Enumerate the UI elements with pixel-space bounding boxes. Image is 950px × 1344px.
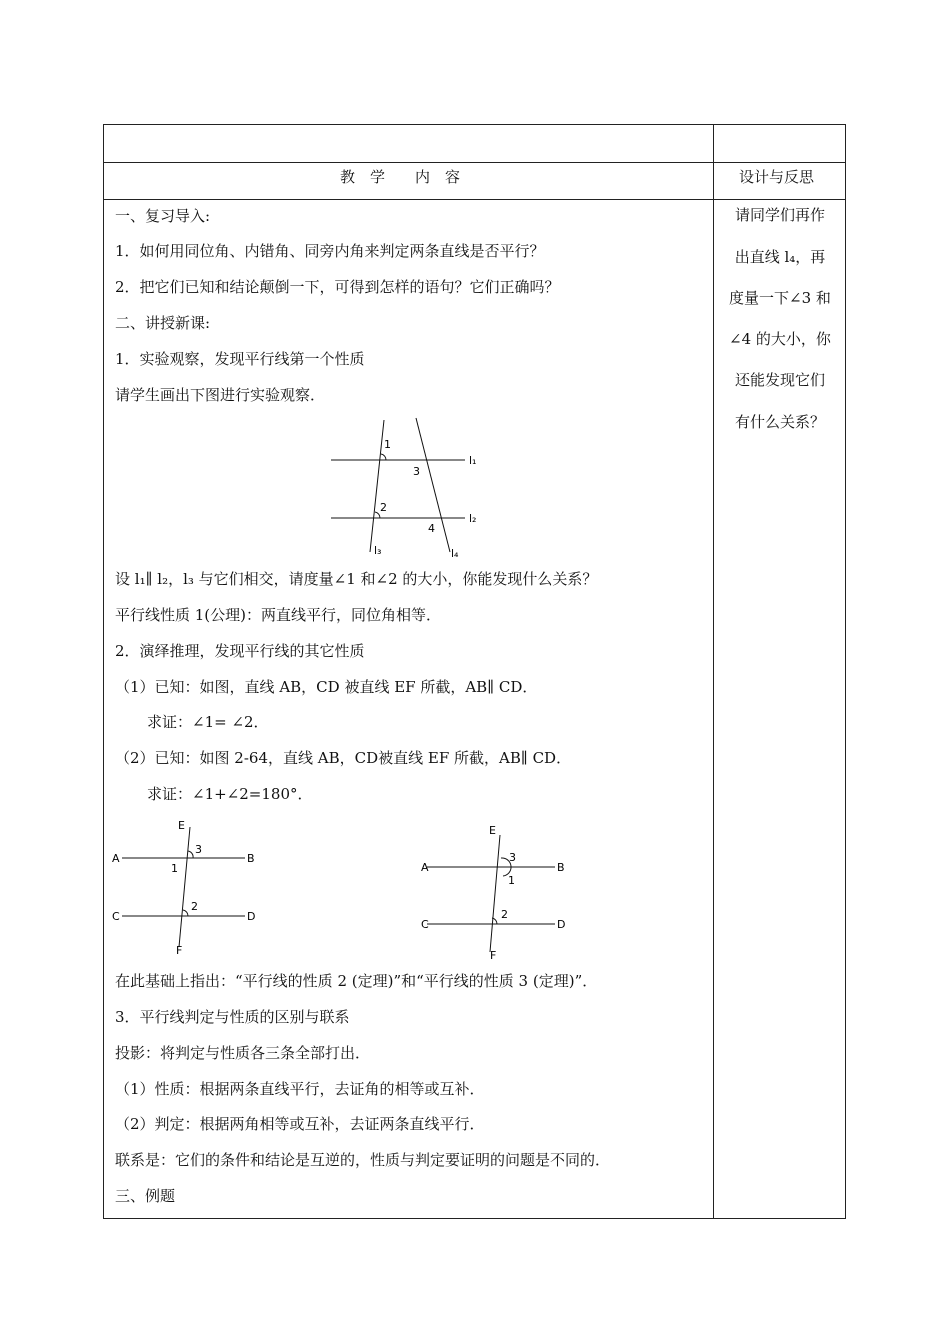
text-line: （2）判定：根据两角相等或互补，去证两条直线平行．	[115, 1115, 485, 1133]
row-divider-header	[103, 199, 846, 200]
figure-parallel-lines-l1-l2	[325, 412, 495, 562]
text-line: 在此基础上指出：“平行线的性质 2 (定理)”和“平行线的性质 3 (定理)”．	[115, 972, 598, 990]
text-line: 求证：∠1+∠2=180°．	[147, 785, 313, 803]
angle-2-label: 2	[191, 900, 198, 913]
point-a-label: A	[421, 861, 429, 874]
side-note-line: 度量一下∠3 和	[729, 289, 831, 307]
figure-angle-1-plus-2-equals-180	[415, 820, 575, 965]
angle-1-label: 1	[171, 862, 178, 875]
point-c-label: C	[112, 910, 120, 923]
side-note-line: 请同学们再作	[734, 206, 825, 224]
section-heading: 三、例题	[115, 1187, 176, 1205]
header-design-reflection: 设计与反思	[739, 168, 815, 186]
section-heading: 一、复习导入:	[115, 207, 211, 225]
text-line: 设 l₁∥ l₂，l₃ 与它们相交，请度量∠1 和∠2 的大小，你能发现什么关系？	[115, 570, 598, 588]
text-line: 求证：∠1= ∠2．	[147, 713, 269, 731]
text-line: （1）性质：根据两条直线平行，去证角的相等或互补．	[115, 1080, 485, 1098]
text-line: 2．演绎推理，发现平行线的其它性质	[115, 642, 365, 660]
angle-2-label: 2	[380, 501, 387, 514]
angle-3-label: 3	[509, 851, 516, 864]
line-l1-label: l₁	[469, 454, 477, 467]
text-line: （2）已知：如图 2-64，直线 AB，CD被直线 EF 所截，AB∥ CD．	[115, 749, 572, 767]
angle-2-label: 2	[501, 908, 508, 921]
figure-angle-1-equals-2	[110, 815, 270, 960]
text-line: 3．平行线判定与性质的区别与联系	[115, 1008, 350, 1026]
line-l4-label: l₄	[451, 547, 459, 560]
side-note-line: ∠4 的大小，你	[729, 330, 831, 348]
angle-3-label: 3	[195, 843, 202, 856]
text-line: （1）已知：如图，直线 AB，CD 被直线 EF 所截，AB∥ CD．	[115, 678, 538, 696]
side-note-line: 还能发现它们	[734, 371, 825, 389]
row-divider-top	[103, 162, 846, 163]
section-heading: 二、讲授新课:	[115, 314, 211, 332]
angle-1-label: 1	[384, 438, 391, 451]
column-divider	[713, 124, 714, 1219]
angle-4-label: 4	[428, 522, 435, 535]
point-a-label: A	[112, 852, 120, 865]
angle-3-label: 3	[413, 465, 420, 478]
text-line: 1．如何用同位角、内错角、同旁内角来判定两条直线是否平行？	[115, 242, 545, 260]
point-f-label: F	[490, 949, 497, 962]
line-l3-label: l₃	[374, 544, 382, 557]
point-b-label: B	[247, 852, 255, 865]
text-line: 投影：将判定与性质各三条全部打出．	[115, 1044, 371, 1062]
side-note-line: 出直线 l₄，再	[734, 248, 826, 266]
side-note-line: 有什么关系？	[734, 413, 825, 431]
point-f-label: F	[176, 944, 183, 957]
text-line: 请学生画出下图进行实验观察．	[115, 386, 326, 404]
header-teaching-content: 教 学 内 容	[340, 168, 461, 186]
point-e-label: E	[489, 824, 496, 837]
text-line: 平行线性质 1(公理)：两直线平行，同位角相等．	[115, 606, 442, 624]
point-d-label: D	[247, 910, 256, 923]
line-l2-label: l₂	[469, 512, 477, 525]
text-line: 联系是：它们的条件和结论是互逆的，性质与判定要证明的问题是不同的．	[115, 1151, 611, 1169]
text-line: 2．把它们已知和结论颠倒一下，可得到怎样的语句？它们正确吗？	[115, 278, 560, 296]
text-line: 1．实验观察，发现平行线第一个性质	[115, 350, 365, 368]
point-d-label: D	[557, 918, 566, 931]
point-c-label: C	[421, 918, 429, 931]
point-e-label: E	[178, 819, 185, 832]
angle-1-label: 1	[508, 874, 515, 887]
point-b-label: B	[557, 861, 565, 874]
